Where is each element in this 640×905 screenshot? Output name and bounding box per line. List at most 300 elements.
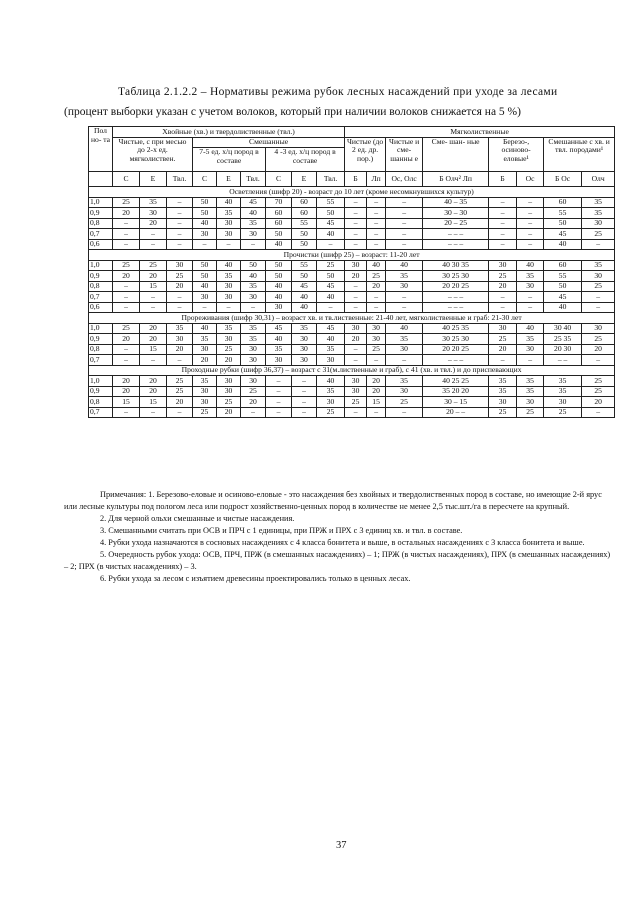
table-row [89, 302, 615, 313]
value-cell: – [167, 407, 193, 418]
value-cell: 40 – 35 [423, 197, 489, 208]
value-cell: 35 [167, 323, 193, 334]
value-cell: 55 [317, 197, 345, 208]
value-cell: – – – [423, 302, 489, 313]
value-cell: 20 [241, 397, 266, 408]
value-cell: 45 [544, 229, 582, 240]
value-cell: 30 [241, 355, 266, 366]
value-cell: 30 [517, 344, 544, 355]
value-cell: – [345, 208, 367, 219]
value-cell: 60 [266, 208, 292, 219]
value-cell: 30 – 30 [423, 208, 489, 219]
table-row [89, 281, 615, 292]
value-cell: 25 [113, 323, 140, 334]
value-cell: 30 [167, 260, 193, 271]
value-cell: 25 [217, 397, 241, 408]
note-4: 4. Рубки ухода назначаются в сосновых насаждениях с 4 класса бонитета и выше, в остальных насаждениях с 3 класса бонитета и выше. [100, 538, 585, 547]
value-cell: 40 25 25 [423, 376, 489, 387]
value-cell: 35 [140, 197, 167, 208]
value-cell: – [489, 229, 517, 240]
value-cell: – – [544, 355, 582, 366]
value-cell: 30 [292, 334, 317, 345]
value-cell: – [292, 386, 317, 397]
value-cell: – [241, 239, 266, 250]
value-cell: – [140, 302, 167, 313]
value-cell: 35 20 20 [423, 386, 489, 397]
value-cell: 25 [167, 271, 193, 282]
value-cell: 30 [367, 334, 386, 345]
value-cell: 25 [489, 271, 517, 282]
value-cell: – [386, 229, 423, 240]
value-cell: 35 [386, 376, 423, 387]
sub-header-cell: Олч [582, 172, 615, 187]
table-row [89, 323, 615, 334]
value-cell: – [517, 197, 544, 208]
value-cell: 20 [489, 344, 517, 355]
value-cell: 35 [241, 218, 266, 229]
value-cell: 35 [489, 386, 517, 397]
value-cell: 50 [193, 271, 217, 282]
value-cell: 30 [317, 397, 345, 408]
value-cell: – [386, 407, 423, 418]
value-cell: 30 [489, 397, 517, 408]
polnota-cell: 1,0 [89, 376, 113, 387]
value-cell: 30 [582, 271, 615, 282]
value-cell: 25 [113, 260, 140, 271]
value-cell: 25 [367, 271, 386, 282]
value-cell: – [367, 355, 386, 366]
value-cell: 40 30 35 [423, 260, 489, 271]
value-cell: – [489, 218, 517, 229]
value-cell: 55 [292, 218, 317, 229]
value-cell: – [367, 239, 386, 250]
value-cell: 25 [582, 281, 615, 292]
value-cell: 30 [544, 397, 582, 408]
sub-header-cell: С [193, 172, 217, 187]
value-cell: 45 [266, 323, 292, 334]
value-cell: – [367, 407, 386, 418]
value-cell: 20 30 [544, 344, 582, 355]
value-cell: – [367, 218, 386, 229]
value-cell: 30 [367, 323, 386, 334]
value-cell: 20 – 25 [423, 218, 489, 229]
section-title-row [89, 313, 615, 324]
value-cell: 30 [241, 376, 266, 387]
value-cell: – – – [423, 229, 489, 240]
table-title-line1: Таблица 2.1.2.2 – Нормативы режима рубок лесных насаждений при уходе за лесами [118, 86, 558, 98]
value-cell: 35 [266, 344, 292, 355]
value-cell: – [113, 407, 140, 418]
value-cell: 25 [582, 334, 615, 345]
value-cell: 25 [317, 260, 345, 271]
header-bereza: Березо-, осиново- еловые¹ [489, 137, 544, 172]
value-cell: 30 [217, 334, 241, 345]
value-cell: – [241, 407, 266, 418]
value-cell: 35 [241, 334, 266, 345]
value-cell: 50 [292, 271, 317, 282]
value-cell: 30 [241, 344, 266, 355]
value-cell: 25 [582, 376, 615, 387]
value-cell: 50 [544, 281, 582, 292]
value-cell: 20 [167, 344, 193, 355]
value-cell: 30 [266, 302, 292, 313]
value-cell: – [345, 218, 367, 229]
value-cell: 30 [217, 281, 241, 292]
polnota-cell: 0,9 [89, 271, 113, 282]
value-cell: 40 [386, 260, 423, 271]
value-cell: 50 [266, 229, 292, 240]
value-cell: – [266, 376, 292, 387]
value-cell: – [167, 218, 193, 229]
value-cell: – [489, 197, 517, 208]
value-cell: 35 [582, 208, 615, 219]
value-cell: 25 [517, 407, 544, 418]
header-4-3: 4 -3 ед. х/ц пород в составе [266, 148, 345, 172]
value-cell: – [367, 208, 386, 219]
value-cell: 50 [193, 197, 217, 208]
sub-header-cell: Б [345, 172, 367, 187]
value-cell: 20 [367, 386, 386, 397]
value-cell: 40 [544, 239, 582, 250]
value-cell: – [317, 239, 345, 250]
value-cell: – [386, 355, 423, 366]
value-cell: 60 [266, 218, 292, 229]
table-row [89, 397, 615, 408]
value-cell: – [167, 229, 193, 240]
value-cell: – [113, 355, 140, 366]
value-cell: 50 [193, 208, 217, 219]
value-cell: 40 [544, 302, 582, 313]
value-cell: 40 [217, 260, 241, 271]
value-cell: – [167, 208, 193, 219]
polnota-cell: 0,9 [89, 386, 113, 397]
value-cell: 30 [345, 260, 367, 271]
table-row [89, 197, 615, 208]
table-row [89, 292, 615, 303]
value-cell: – [113, 302, 140, 313]
value-cell: 30 [292, 355, 317, 366]
value-cell: – [345, 239, 367, 250]
value-cell: – [386, 218, 423, 229]
sub-header-cell: Твл. [317, 172, 345, 187]
value-cell: – [345, 281, 367, 292]
value-cell: 40 [367, 260, 386, 271]
header-smeshannye: Смешанные [193, 137, 345, 148]
section-title: Прореживания (шифр 30,31) – возраст хв. и тв.лиственные: 21-40 лет, мягколиственные и граб: 21-30 лет [89, 313, 615, 324]
value-cell: – [517, 218, 544, 229]
value-cell: 30 [386, 344, 423, 355]
value-cell: – [167, 355, 193, 366]
value-cell: 30 [193, 292, 217, 303]
value-cell: – [345, 302, 367, 313]
note-6: 6. Рубки ухода за лесом с изъятием древесины проектировались только в ценных лесах. [100, 574, 411, 583]
value-cell: 25 [167, 376, 193, 387]
value-cell: 40 [266, 292, 292, 303]
value-cell: 20 [140, 218, 167, 229]
value-cell: 55 [544, 271, 582, 282]
value-cell: 40 [193, 281, 217, 292]
sub-header-cell: Б Олч² Лп [423, 172, 489, 187]
header-smesh-myagk: Сме- шан- ные [423, 137, 489, 172]
value-cell: 55 [292, 260, 317, 271]
value-cell: 30 [217, 386, 241, 397]
value-cell: – [582, 355, 615, 366]
value-cell: 60 [544, 197, 582, 208]
value-cell: 45 [544, 292, 582, 303]
value-cell: – – – [423, 292, 489, 303]
value-cell: – [517, 292, 544, 303]
polnota-cell: 0,8 [89, 218, 113, 229]
value-cell: 50 [544, 218, 582, 229]
value-cell: 35 [217, 323, 241, 334]
value-cell: 25 [241, 386, 266, 397]
polnota-cell: 0,7 [89, 292, 113, 303]
value-cell: – [113, 229, 140, 240]
sub-empty [89, 172, 113, 187]
value-cell: 40 [317, 334, 345, 345]
value-cell: – [113, 239, 140, 250]
value-cell: 35 [582, 260, 615, 271]
value-cell: – [367, 229, 386, 240]
header-chistye-smesh: Чистые и сме- шанны е [386, 137, 423, 172]
value-cell: 20 [345, 334, 367, 345]
value-cell: – [582, 292, 615, 303]
value-cell: 60 [544, 260, 582, 271]
polnota-cell: 0,7 [89, 407, 113, 418]
value-cell: 30 [489, 260, 517, 271]
value-cell: 25 [489, 407, 517, 418]
value-cell: 30 [193, 344, 217, 355]
polnota-cell: 0,8 [89, 281, 113, 292]
value-cell: – [140, 355, 167, 366]
value-cell: – [367, 302, 386, 313]
value-cell: – [140, 229, 167, 240]
value-cell: – [217, 239, 241, 250]
header-chistye-2: Чистые (до 2 ед. др. пор.) [345, 137, 386, 172]
value-cell: 50 [266, 260, 292, 271]
value-cell: 30 [217, 376, 241, 387]
value-cell: 25 [217, 344, 241, 355]
value-cell: – [345, 344, 367, 355]
section-title-row [89, 365, 615, 376]
value-cell: 20 20 25 [423, 344, 489, 355]
polnota-cell: 0,6 [89, 239, 113, 250]
value-cell: 30 [317, 355, 345, 366]
value-cell: – [582, 302, 615, 313]
value-cell: 15 [367, 397, 386, 408]
value-cell: – [345, 229, 367, 240]
value-cell: 35 [292, 323, 317, 334]
value-cell: 30 40 [544, 323, 582, 334]
value-cell: 20 [113, 334, 140, 345]
value-cell: – [386, 292, 423, 303]
section-title: Прочистки (шифр 25) – возраст: 11-20 лет [89, 250, 615, 261]
value-cell: – [113, 218, 140, 229]
value-cell: – [193, 302, 217, 313]
value-cell: 40 [292, 302, 317, 313]
table-row [89, 334, 615, 345]
value-cell: 20 [113, 386, 140, 397]
value-cell: 20 [489, 281, 517, 292]
value-cell: 35 [517, 334, 544, 345]
page-number: 37 [336, 840, 347, 851]
value-cell: 50 [292, 229, 317, 240]
value-cell: – [386, 239, 423, 250]
table-row [89, 271, 615, 282]
value-cell: – [317, 302, 345, 313]
value-cell: 25 [193, 407, 217, 418]
value-cell: 30 [386, 386, 423, 397]
table-row [89, 376, 615, 387]
value-cell: 35 [193, 376, 217, 387]
value-cell: 40 [386, 323, 423, 334]
value-cell: 25 [582, 386, 615, 397]
value-cell: 35 [489, 376, 517, 387]
value-cell: 20 [193, 355, 217, 366]
section-title: Осветления (шифр 20) - возраст до 10 лет (кроме несомкнувшихся культур) [89, 187, 615, 198]
note-2: 2. Для черной ольхи смешанные и чистые насаждения. [100, 514, 295, 523]
polnota-cell: 0,7 [89, 355, 113, 366]
value-cell: – [292, 376, 317, 387]
value-cell: 20 [113, 208, 140, 219]
value-cell: – [167, 292, 193, 303]
value-cell: 40 [241, 271, 266, 282]
value-cell: – [241, 302, 266, 313]
value-cell: 30 [167, 334, 193, 345]
note-1: Примечания: 1. Березово-еловые и осиново-еловые - это насаждения без хвойных и твердолиственных пород в составе, но имеющие 2-й ярус или лесные культуры под пологом леса или подрост хозяйственно-ценных пород в количестве не менее 2,5 тыс.шт./га в пересчете на крупный. [64, 490, 602, 511]
value-cell: 30 [489, 323, 517, 334]
value-cell: – [517, 239, 544, 250]
value-cell: – [386, 302, 423, 313]
value-cell: 25 [367, 344, 386, 355]
value-cell: – [386, 208, 423, 219]
table-row [89, 260, 615, 271]
value-cell: 30 25 30 [423, 334, 489, 345]
sub-header-cell: Е [292, 172, 317, 187]
value-cell: – [517, 302, 544, 313]
polnota-cell: 1,0 [89, 197, 113, 208]
value-cell: 20 [582, 397, 615, 408]
value-cell: – [517, 229, 544, 240]
value-cell: – – – [423, 239, 489, 250]
value-cell: 30 [292, 344, 317, 355]
value-cell: 30 [193, 229, 217, 240]
polnota-cell: 1,0 [89, 260, 113, 271]
value-cell: – [113, 281, 140, 292]
value-cell: – [345, 407, 367, 418]
table-row [89, 386, 615, 397]
value-cell: 20 [140, 271, 167, 282]
value-cell: 40 [217, 197, 241, 208]
value-cell: 20 [367, 376, 386, 387]
value-cell: – [140, 239, 167, 250]
sub-header-cell: Б [489, 172, 517, 187]
value-cell: 25 [317, 407, 345, 418]
value-cell: 45 [317, 323, 345, 334]
value-cell: 20 [140, 334, 167, 345]
value-cell: 35 [217, 271, 241, 282]
value-cell: – [489, 292, 517, 303]
value-cell: 35 [517, 386, 544, 397]
value-cell: 45 [241, 197, 266, 208]
value-cell: 25 [167, 386, 193, 397]
value-cell: – [489, 302, 517, 313]
notes [64, 489, 612, 585]
value-cell: – [193, 239, 217, 250]
value-cell: 20 [217, 407, 241, 418]
value-cell: 15 [140, 344, 167, 355]
value-cell: 35 [582, 197, 615, 208]
sub-header-cell: С [113, 172, 140, 187]
value-cell: 20 [167, 281, 193, 292]
value-cell: 25 [544, 407, 582, 418]
value-cell: 30 [241, 292, 266, 303]
value-cell: 30 [345, 386, 367, 397]
value-cell: – [266, 407, 292, 418]
value-cell: 25 [582, 229, 615, 240]
sub-header-cell: Ос [517, 172, 544, 187]
value-cell: 30 [517, 281, 544, 292]
header-7-5: 7-5 ед. х/ц пород в составе [193, 148, 266, 172]
value-cell: 25 [489, 334, 517, 345]
value-cell: 30 [217, 229, 241, 240]
value-cell: 15 [140, 397, 167, 408]
value-cell: 40 [193, 323, 217, 334]
sub-header-cell: Твл. [241, 172, 266, 187]
table-row [89, 407, 615, 418]
norms-table [88, 126, 615, 418]
value-cell: 35 [386, 334, 423, 345]
header-smesh-hv: Смешанные с хв. и твл. породами¹ [544, 137, 615, 172]
value-cell: – [517, 208, 544, 219]
polnota-cell: 0,7 [89, 229, 113, 240]
value-cell: 50 [266, 271, 292, 282]
value-cell: 50 [317, 208, 345, 219]
value-cell: 20 [140, 323, 167, 334]
value-cell: 20 [167, 397, 193, 408]
value-cell: 25 35 [544, 334, 582, 345]
header-polnota: Пол но- та [89, 127, 113, 172]
value-cell: 40 25 35 [423, 323, 489, 334]
header-hvoy: Хвойные (хв.) и твердолиственные (твл.) [113, 127, 345, 138]
value-cell: 30 [193, 386, 217, 397]
value-cell: – [345, 292, 367, 303]
value-cell: 45 [317, 218, 345, 229]
value-cell: – [345, 355, 367, 366]
value-cell: 50 [317, 271, 345, 282]
value-cell: 30 [582, 218, 615, 229]
value-cell: 30 [241, 229, 266, 240]
value-cell: – [266, 386, 292, 397]
sub-header-cell: Ос, Олс [386, 172, 423, 187]
value-cell: 30 [217, 218, 241, 229]
sub-header-cell: Б Ос [544, 172, 582, 187]
value-cell: 20 [345, 271, 367, 282]
value-cell: 20 [367, 281, 386, 292]
value-cell: 35 [386, 271, 423, 282]
section-title-row [89, 187, 615, 198]
value-cell: 20 [140, 376, 167, 387]
value-cell: – [489, 355, 517, 366]
value-cell: 20 [217, 355, 241, 366]
table-row [89, 229, 615, 240]
value-cell: – [140, 292, 167, 303]
value-cell: 20 20 25 [423, 281, 489, 292]
value-cell: 30 [345, 323, 367, 334]
value-cell: 40 [517, 323, 544, 334]
value-cell: 60 [292, 197, 317, 208]
value-cell: 35 [517, 271, 544, 282]
